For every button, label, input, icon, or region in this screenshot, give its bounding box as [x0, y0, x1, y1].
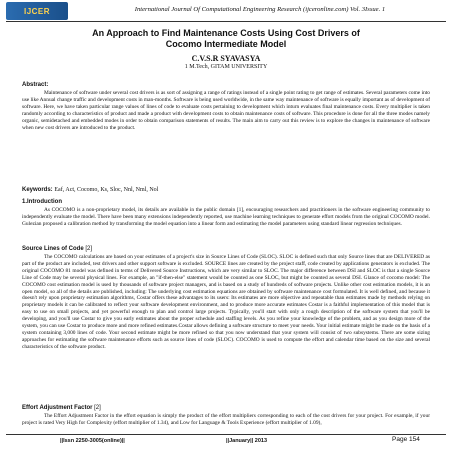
introduction-text: As COCOMO is a non-proprietary model, its details are available in the public domain [1], encouraging researchers and practitioners in the software engineering community to independently evaluate the model. There have been many extensions independently reported, use machine learning techniques to generate effort models from the original COCOMO model. Gulezian proposed a calibration method by transforming the model equation into a linear form and estimating the model parameters using standard linear regression techniques. — [22, 207, 430, 227]
sloc-heading-ref: [2] — [85, 246, 93, 252]
footer-issn: ||Issn 2250-3005(online)|| — [60, 438, 125, 444]
footer-rule — [6, 434, 446, 435]
journal-title: International Journal Of Computational Engineering Research (ijceronline.com) Vol. 3Issue. 1 — [134, 6, 386, 13]
abstract-text: Maintenance of software under several cost drivers is as sort of assigning a range of ratings instead of a single point rating to get range of estimates. Several parameters come into use like Annual change traffic and development costs in man-months. Software is being used worldwide, in the same way maintenance of software is equally important as of development of software. Here, we have taken particular range values of lines of code to evaluate costs pertaining to development which inturn evaluates final maintenance costs. Every multiplier is taken randomly according to characteristics of product and made a product with development costs to obtain maintenance costs of software. This procedure is done for all the three modes namely organic, semidetached and embedded modes in order to obtain comparison statements of results. The main aim to carry out this review is to explore the changes in maintenance of software when new cost drivers are introduced to the product. — [22, 90, 430, 131]
keywords-label: Keywords: — [22, 187, 53, 193]
paper-title-line-2: Cocomo Intermediate Model — [165, 39, 287, 49]
eaf-heading-label: Effort Adjustment Factor — [22, 405, 93, 411]
eaf-heading — [22, 405, 101, 411]
sloc-heading — [22, 246, 92, 252]
author-name: C.V.S.R SYAVASYA — [191, 54, 261, 63]
journal-header — [0, 0, 452, 22]
paper-title-line-1: An Approach to Find Maintenance Costs Using Cost Drivers of — [92, 28, 360, 38]
journal-logo-text: IJCER — [23, 6, 51, 16]
eaf-text: The Effort Adjustment Factor in the effort equation is simply the product of the effort multipliers corresponding to each of the cost drivers for your project. For example, if your project is rated Very High for Complexity (effort multiplier of 1.34), and Low for Language & Tools Experience (effort multiplier of 1.09), — [22, 413, 430, 426]
sloc-text: The COCOMO calculations are based on your estimates of a project's size in Source Lines of Code (SLOC). SLOC is defined such that only Source lines that are DELIVERED as part of the product are included, test drivers and other support software is excluded. SOURCE lines are created by the project staff, code created by applications generators is excluded. The original COCOMO 81 model was defined in terms of Delivered Source Instructions, which are very similar to SLOC. The major difference between DSI and SLOC is that a single Source Line of Code may be several physical lines. For example, an "if-then-else" statement would be counted as one SLOC, but might be counted as several DSI. Glance of cocomo model: The COCOMO cost estimation model is used by thousands of software project managers, and is based on a study of hundreds of software projects. Unlike other cost estimation models, it is an open model, so all of the details are published, including: The underlying cost estimation equations are obtained by software maintenance cost formulated. It is well defined, and because it doesn't rely upon proprietary estimation algorithms, Costar offers these advantages to its users: Its estimates are more objective and repeatable than estimates made by methods relying on proprietary models it can be calibrated to reflect your software development environment, and to produce more accurate estimates Costar is a faithful implementation of this model that is easy to use on small projects, and yet powerful enough to plan and control large projects. Typically, you'll start with only a rough description of the software system that you'll be developing, and you'll use Costar to give you early estimates about the proper schedule and staffing levels. As you refine your knowledge of the problem, and as you design more of the system, you can use Costar to produce more and more refined estimates.Costar allows defining a software structure to meet your needs. Your initial estimate might be made on the basis of a system containing 3,000 lines of code. Your second estimate might be more refined so that you now understand that your system will consist of two subsystems. There are some sizing approaches for estimating the software maintenance efforts such as source lines of code (SLOC). COCOMO is used to compute the effort and calendar time based on the size and several characteristics of the software product. — [22, 254, 430, 350]
sloc-heading-label: Source Lines of Code — [22, 246, 84, 252]
abstract-heading: Abstract: — [22, 82, 49, 88]
header-rule — [6, 21, 446, 22]
keywords-line — [22, 187, 158, 193]
footer-month: ||January|| 2013 — [226, 438, 268, 444]
introduction-heading: 1.Introduction — [22, 199, 62, 205]
keywords-text: Eaf, Act, Cocomo, Ks, Sloc, Nnl, Nml, Nol — [54, 187, 159, 193]
footer-page-number: Page 154 — [392, 436, 420, 443]
journal-logo — [6, 2, 68, 20]
paper-title — [30, 28, 422, 50]
author-affiliation: 1 M.Tech, GITAM UNIVERSITY — [184, 64, 268, 70]
eaf-heading-ref: [2] — [94, 405, 101, 411]
